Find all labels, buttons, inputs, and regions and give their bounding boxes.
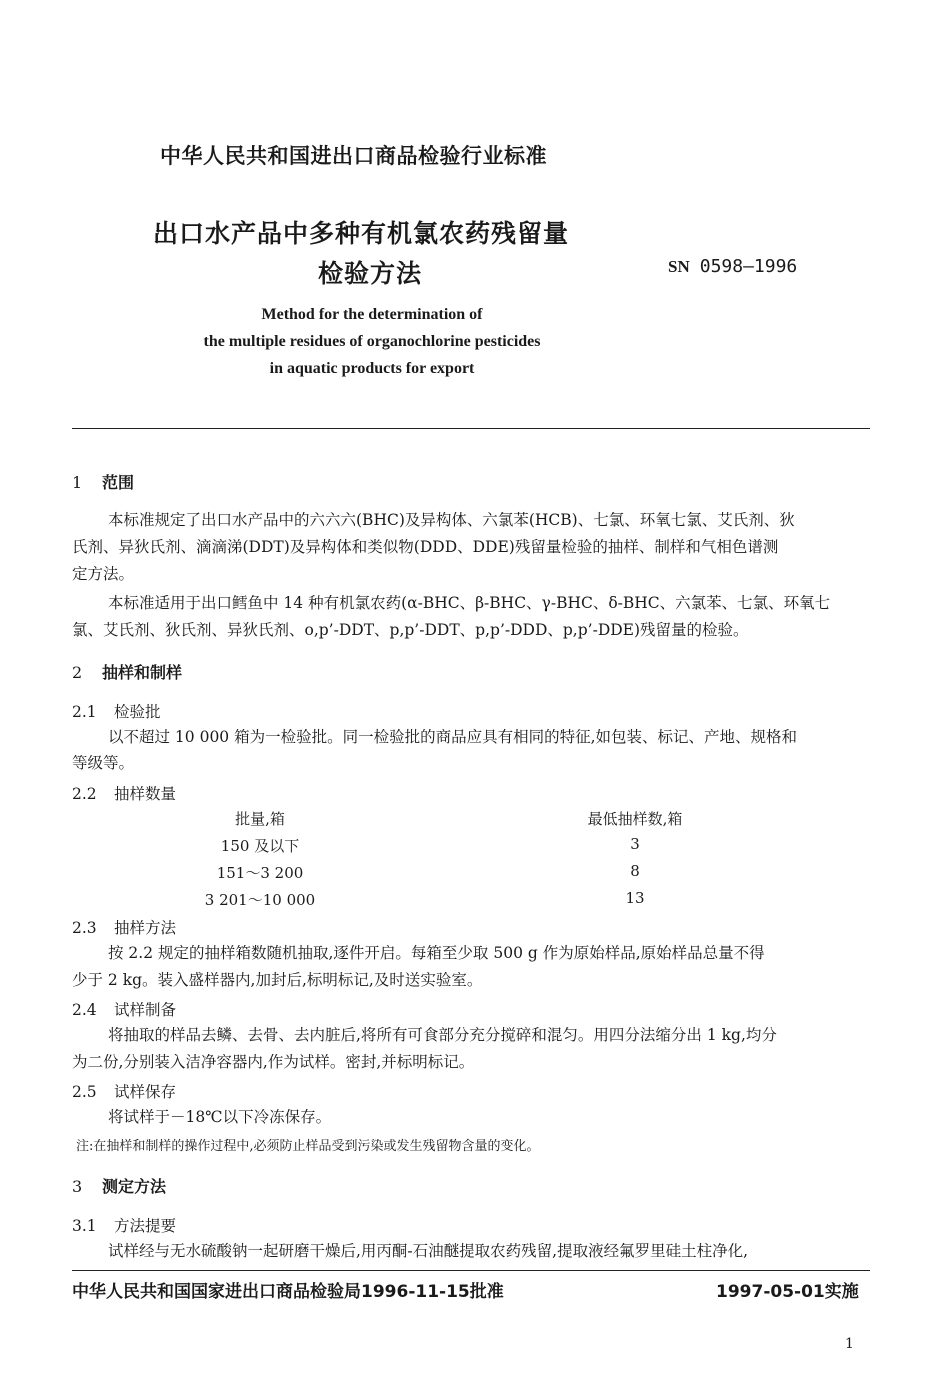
table-header-batch: 批量,箱 bbox=[235, 810, 285, 828]
subsection-title: 方法提要 bbox=[114, 1217, 177, 1235]
document-title-line1: 出口水产品中多种有机氯农药残留量 bbox=[153, 219, 570, 248]
table-cell: 3 201～10 000 bbox=[204, 891, 316, 909]
english-title-line2: the multiple residues of organochlorine pesticides bbox=[203, 333, 541, 350]
subsection-number: 2.4 bbox=[72, 1001, 97, 1019]
document-title-line2: 检验方法 bbox=[318, 259, 423, 288]
subsection-number: 2.2 bbox=[72, 785, 97, 803]
table-cell: 150 及以下 bbox=[220, 837, 300, 855]
standard-code-number: 0598—1996 bbox=[699, 256, 798, 277]
subsection-title: 试样保存 bbox=[114, 1083, 177, 1101]
subsection-2-3-heading bbox=[72, 916, 176, 938]
section-3-heading bbox=[72, 1174, 166, 1197]
subsection-3-1-line1: 试样经与无水硫酸钠一起研磨干燥后,用丙酮-石油醚提取农药残留,提取液经氟罗里硅土柱净化, bbox=[108, 1242, 749, 1260]
subsection-2-3-line1: 按 2.2 规定的抽样箱数随机抽取,逐件开启。每箱至少取 500 g 作为原始样品,原始样品总量不得 bbox=[108, 944, 765, 962]
approval-statement: 中华人民共和国国家进出口商品检验局1996-11-15批准 bbox=[72, 1282, 504, 1302]
section-title: 范围 bbox=[102, 473, 135, 492]
standard-organization: 中华人民共和国进出口商品检验行业标准 bbox=[160, 144, 547, 168]
english-title-line1: Method for the determination of bbox=[261, 306, 483, 323]
subsection-2-5-line1: 将试样于－18℃以下冷冻保存。 bbox=[108, 1108, 332, 1126]
english-title-line3: in aquatic products for export bbox=[269, 360, 475, 377]
section-number: 3 bbox=[72, 1177, 83, 1196]
section-1-para2-line2: 氯、艾氏剂、狄氏剂、异狄氏剂、o,p’-DDT、p,p’-DDT、p,p’-DDD、p,p’-DDE)残留量的检验。 bbox=[72, 621, 749, 639]
standard-code-prefix: SN bbox=[668, 257, 690, 276]
subsection-2-4-line1: 将抽取的样品去鳞、去骨、去内脏后,将所有可食部分充分搅碎和混匀。用四分法缩分出 1 kg,均分 bbox=[108, 1026, 777, 1044]
section-title: 测定方法 bbox=[102, 1177, 167, 1196]
subsection-2-1-line2: 等级等。 bbox=[72, 754, 135, 772]
note: 注:在抽样和制样的操作过程中,必须防止样品受到污染或发生残留物含量的变化。 bbox=[76, 1139, 540, 1154]
subsection-number: 3.1 bbox=[72, 1217, 97, 1235]
section-1-para2-line1: 本标准适用于出口鳕鱼中 14 种有机氯农药(α-BHC、β-BHC、γ-BHC、δ-BHC、六氯苯、七氯、环氧七 bbox=[108, 594, 831, 612]
table-header-min-samples: 最低抽样数,箱 bbox=[587, 810, 683, 828]
subsection-2-1-line1: 以不超过 10 000 箱为一检验批。同一检验批的商品应具有相同的特征,如包装、标记、产地、规格和 bbox=[108, 728, 798, 746]
subsection-number: 2.1 bbox=[72, 703, 97, 721]
subsection-2-1-heading bbox=[72, 700, 161, 722]
table-cell: 151～3 200 bbox=[216, 864, 304, 882]
section-1-heading bbox=[72, 470, 134, 493]
subsection-title: 抽样方法 bbox=[114, 919, 177, 937]
section-1-para1-line3: 定方法。 bbox=[72, 565, 135, 583]
header-divider bbox=[72, 428, 870, 429]
subsection-2-4-heading bbox=[72, 998, 176, 1020]
subsection-2-3-line2: 少于 2 kg。装入盛样器内,加封后,标明标记,及时送实验室。 bbox=[72, 971, 483, 989]
subsection-2-4-line2: 为二份,分别装入洁净容器内,作为试样。密封,并标明标记。 bbox=[72, 1053, 475, 1071]
section-1-para1-line2: 氏剂、异狄氏剂、滴滴涕(DDT)及异构体和类似物(DDD、DDE)残留量检验的抽样、制样和气相色谱测 bbox=[72, 538, 779, 556]
subsection-title: 检验批 bbox=[114, 703, 161, 721]
subsection-number: 2.3 bbox=[72, 919, 97, 937]
subsection-title: 试样制备 bbox=[114, 1001, 177, 1019]
subsection-number: 2.5 bbox=[72, 1083, 97, 1101]
subsection-2-5-heading bbox=[72, 1080, 176, 1102]
section-number: 2 bbox=[72, 663, 83, 682]
section-title: 抽样和制样 bbox=[102, 663, 183, 682]
section-1-para1-line1: 本标准规定了出口水产品中的六六六(BHC)及异构体、六氯苯(HCB)、七氯、环氧七氯、艾氏剂、狄 bbox=[108, 511, 795, 529]
standard-code bbox=[668, 256, 797, 277]
table-cell: 13 bbox=[625, 889, 645, 907]
subsection-3-1-heading bbox=[72, 1214, 176, 1236]
page-number: 1 bbox=[845, 1336, 854, 1352]
section-2-heading bbox=[72, 660, 182, 683]
effective-date: 1997-05-01实施 bbox=[716, 1282, 859, 1302]
section-number: 1 bbox=[72, 473, 83, 492]
subsection-title: 抽样数量 bbox=[114, 785, 177, 803]
table-cell: 3 bbox=[630, 835, 640, 853]
subsection-2-2-heading bbox=[72, 782, 176, 804]
footer-divider bbox=[72, 1270, 870, 1271]
table-cell: 8 bbox=[630, 862, 640, 880]
